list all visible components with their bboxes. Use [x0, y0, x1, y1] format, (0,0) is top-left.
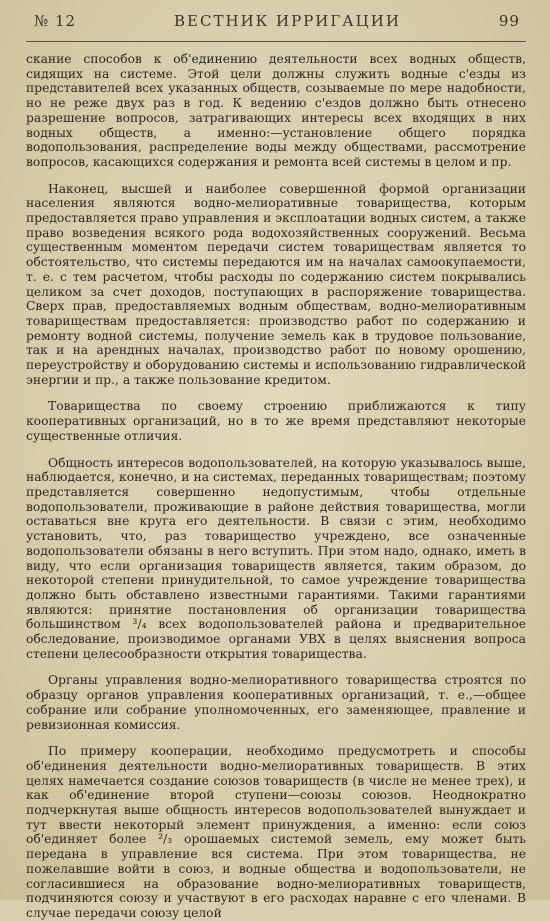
- paragraph: По примеру кооперации, необходимо предусмотреть и способы об'единения деятельности водно-мелиоративных товариществ. В этих целях намечается создание союзов товариществ (в числе не менее трех), и как об'единение второй ступени—союзы союзов. Неоднократно подчеркнутая выше общность интересов водопользователей вынуждает и тут ввести некоторый элемент принуждения, а именно: если союз об'единяет более ²/₃ орошаемых системой земель, ему может быть передана в управление вся система. При этом товарищества, не пожелавшие войти в союз, и водные общества и водопользователи, не согласившиеся на образование водно-мелиоративных товариществ, подчиняются союзу и участвуют в его расходах наравне с его членами. В случае передачи союзу целой: [26, 744, 526, 920]
- page-header: [26, 12, 526, 42]
- paragraph: Общность интересов водопользователей, на которую указывалось выше, наблюдается, конечно, и на системах, переданных товариществам; поэтому представляется совершенно недопустимым, чтобы отдельные водопользователи, проживающие в районе действия товарищества, могли оставаться вне круга его деятельности. В связи с этим, необходимо установить, что, раз товарищество учреждено, все означенные водопользователи обязаны в него вступить. При этом надо, однако, иметь в виду, что если организация товариществ является, таким образом, до некоторой степени принудительной, то самое учреждение товарищества должно быть обставлено известными гарантиями. Такими гарантиями являются: принятие постановления об организации товарищества большинством ³/₄ всех водопользователей района и предварительное обследование, производимое органами УВХ в целях выяснения вопроса степени целесообразности открытия товарищества.: [26, 455, 526, 661]
- paragraph-continuation: скание способов к об'единению деятельности всех водных обществ, сидящих на системе. Этой цели должны служить водные с'езды из представителей всех указанных обществ, созываемые по мере надобности, но не реже двух раз в год. К ведению с'ездов должно быть отнесено разрешение вопросов, затрагивающих интересы всех входящих в них водных обществ, а именно:—установление общего порядка водопользования, распределение воды между обществами, рассмотрение вопросов, касающихся содержания и ремонта всей системы в целом и пр.: [26, 52, 526, 169]
- paragraph: Наконец, высшей и наиболее совершенной формой организации населения являются водно-мелиоративные товарищества, которым предоставляется право управления и эксплоатации водных систем, а также право возведения всякого рода водохозяйственных сооружений. Весьма существенным моментом передачи систем товариществам является то обстоятельство, что системы передаются им на началах самоокупаемости, т. е. с тем расчетом, чтобы расходы по содержанию систем покрывались целиком за счет доходов, поступающих в распоряжение товарищества. Сверх прав, предоставляемых водным обществам, водно-мелиоративным товариществам предоставляется: производство работ по содержанию и ремонту водной системы, получение земель как в трудовое пользование, так и на арендных началах, производство работ по новому орошению, переустройству и оборудованию системы и использованию гидравлической энергии и пр., а также пользование кредитом.: [26, 181, 526, 387]
- issue-number: № 12: [34, 12, 77, 30]
- page-number: 99: [498, 12, 520, 30]
- journal-title: ВЕСТНИК ИРРИГАЦИИ: [174, 12, 401, 30]
- paragraph: Органы управления водно-мелиоративного товарищества строятся по образцу органов управления кооперативных организаций, т. е.,—общее собрание или собрание уполномоченных, его заменяющее, правление и ревизионная комиссия.: [26, 673, 526, 732]
- article-body: [26, 52, 526, 921]
- paragraph: Товарищества по своему строению приближаются к типу кооперативных организаций, но в то же время представляют некоторые существенные отличия.: [26, 399, 526, 443]
